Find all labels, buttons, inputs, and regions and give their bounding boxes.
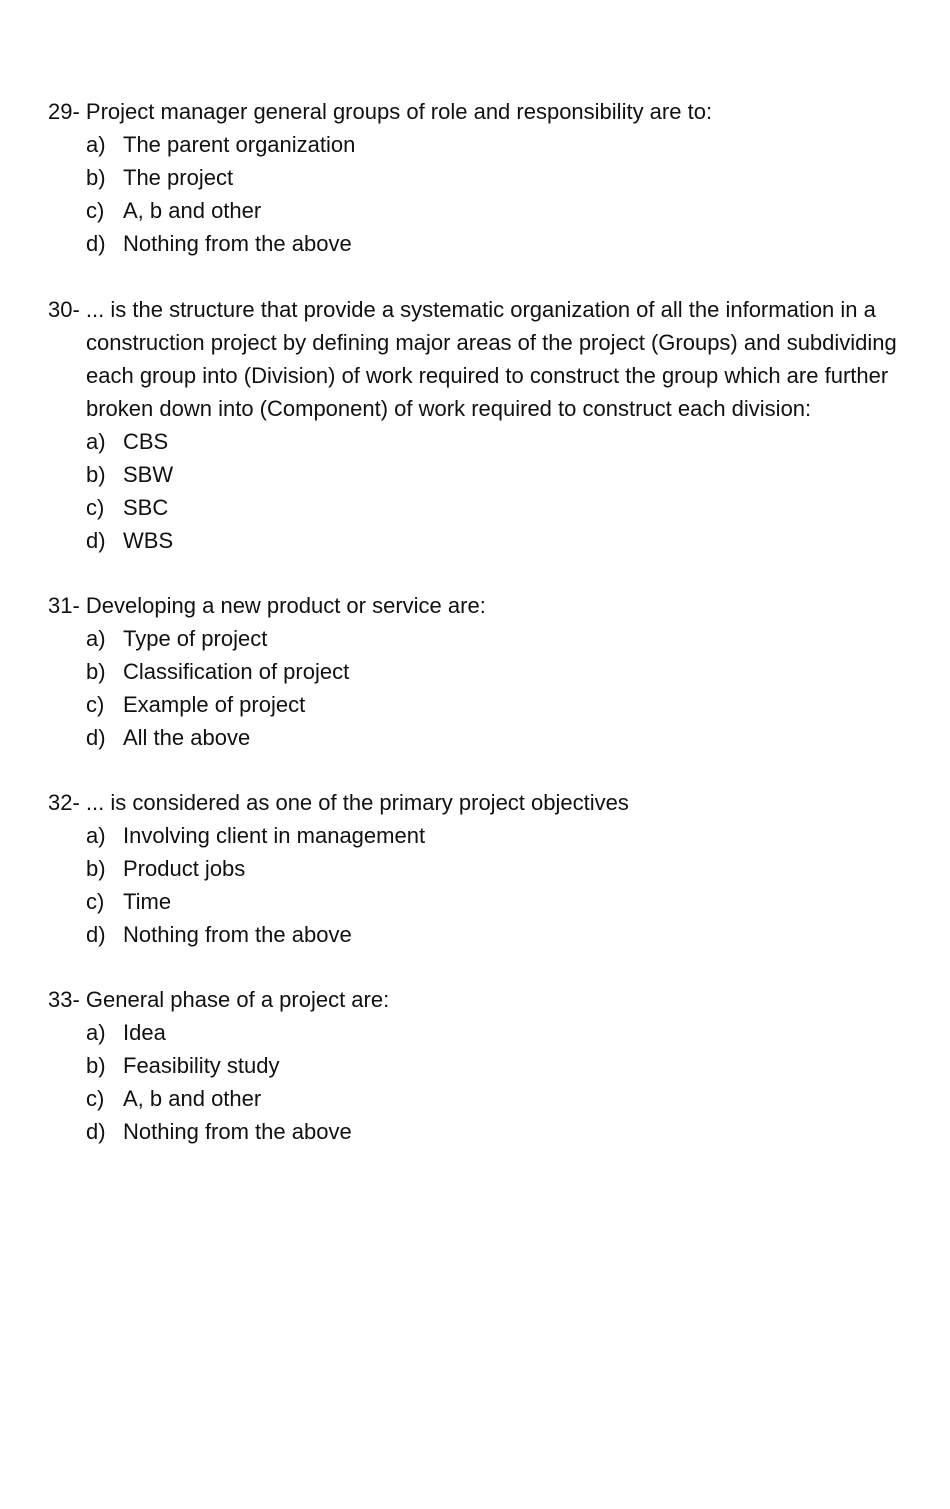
option-letter: c) — [86, 692, 105, 717]
option-d — [48, 227, 940, 260]
option-text: Idea — [123, 1020, 166, 1045]
option-list — [48, 425, 940, 557]
option-text: Nothing from the above — [123, 1119, 352, 1144]
option-letter: a) — [86, 823, 106, 848]
option-text: The parent organization — [123, 132, 356, 157]
option-letter: b) — [86, 462, 106, 487]
question-number: 29- — [48, 99, 80, 124]
question-31 — [48, 589, 940, 754]
question-number: 31- — [48, 593, 80, 618]
option-text: Time — [123, 889, 172, 914]
question-text: Project manager general groups of role and responsibility are to: — [85, 99, 713, 124]
option-a — [48, 128, 940, 161]
question-text: ... is considered as one of the primary project objectives — [85, 790, 629, 815]
question-number: 30- — [48, 297, 80, 322]
option-text: WBS — [123, 528, 174, 553]
option-text: Type of project — [123, 626, 268, 651]
option-a — [48, 622, 940, 655]
option-text: Feasibility study — [123, 1053, 280, 1078]
option-text: SBC — [123, 495, 169, 520]
option-text: Involving client in management — [123, 823, 426, 848]
option-letter: d) — [86, 231, 106, 256]
option-letter: c) — [86, 198, 105, 223]
question-text: Developing a new product or service are: — [85, 593, 486, 618]
option-b — [48, 161, 940, 194]
question-29 — [48, 95, 940, 260]
option-b — [48, 1049, 940, 1082]
option-list — [48, 1016, 940, 1148]
option-letter: c) — [86, 889, 105, 914]
option-a — [48, 819, 940, 852]
option-text: All the above — [123, 725, 251, 750]
option-text: A, b and other — [123, 198, 262, 223]
question-32-stem — [48, 786, 940, 819]
option-list — [48, 622, 940, 754]
option-letter: c) — [86, 495, 105, 520]
option-d — [48, 721, 940, 754]
option-d — [48, 524, 940, 557]
option-text: Example of project — [123, 692, 306, 717]
option-d — [48, 918, 940, 951]
option-letter: d) — [86, 528, 106, 553]
question-32 — [48, 786, 940, 951]
question-29-stem — [48, 95, 940, 128]
question-33 — [48, 983, 940, 1148]
option-text: The project — [123, 165, 234, 190]
option-c — [48, 491, 940, 524]
option-letter: b) — [86, 659, 106, 684]
option-letter: b) — [86, 1053, 106, 1078]
question-number: 32- — [48, 790, 80, 815]
option-text: SBW — [123, 462, 174, 487]
question-30-stem — [48, 293, 940, 425]
option-c — [48, 688, 940, 721]
option-letter: d) — [86, 922, 106, 947]
option-c — [48, 885, 940, 918]
option-letter: d) — [86, 1119, 106, 1144]
option-letter: a) — [86, 132, 106, 157]
option-text: Nothing from the above — [123, 231, 352, 256]
option-a — [48, 425, 940, 458]
option-letter: a) — [86, 429, 106, 454]
question-33-stem — [48, 983, 940, 1016]
option-c — [48, 194, 940, 227]
option-a — [48, 1016, 940, 1049]
option-text: Classification of project — [123, 659, 350, 684]
option-list — [48, 819, 940, 951]
option-text: A, b and other — [123, 1086, 262, 1111]
option-letter: b) — [86, 165, 106, 190]
question-30 — [48, 293, 940, 557]
option-list — [48, 128, 940, 260]
option-d — [48, 1115, 940, 1148]
question-number: 33- — [48, 987, 80, 1012]
question-text: General phase of a project are: — [85, 987, 390, 1012]
option-letter: a) — [86, 626, 106, 651]
option-letter: d) — [86, 725, 106, 750]
option-c — [48, 1082, 940, 1115]
option-letter: a) — [86, 1020, 106, 1045]
option-text: CBS — [123, 429, 169, 454]
option-letter: c) — [86, 1086, 105, 1111]
option-text: Nothing from the above — [123, 922, 352, 947]
option-b — [48, 458, 940, 491]
option-b — [48, 852, 940, 885]
option-b — [48, 655, 940, 688]
question-text: ... is the structure that provide a systematic organization of all the information in a construction project by defining major areas of the project (Groups) and subdividing each group into (Division) of work required to construct the group which are further broken down into (Component) of work required to construct each division: — [85, 297, 897, 421]
question-31-stem — [48, 589, 940, 622]
option-letter: b) — [86, 856, 106, 881]
option-text: Product jobs — [123, 856, 246, 881]
